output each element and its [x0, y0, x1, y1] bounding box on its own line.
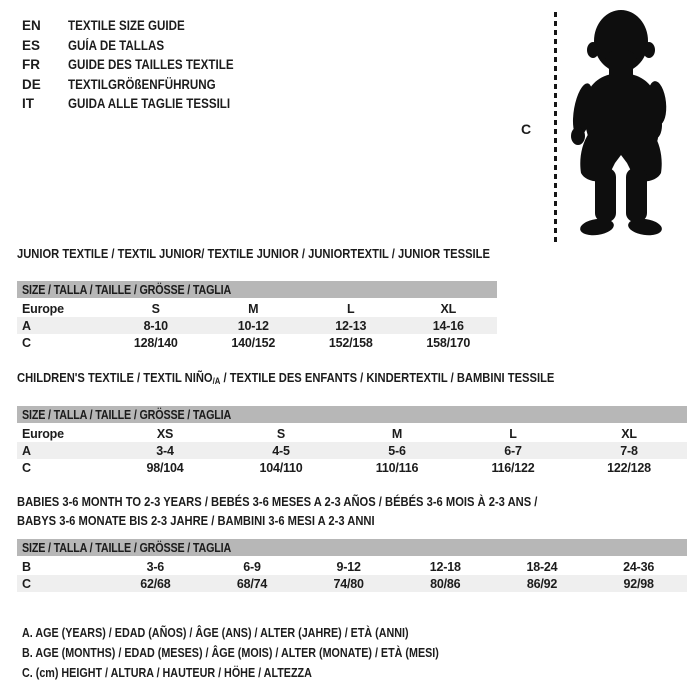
row-label-cell: C — [22, 460, 31, 475]
size-value-cell: M — [391, 426, 403, 441]
section-title: CHILDREN'S TEXTILE / TEXTIL NIÑO/A / TEXTILE DES ENFANTS / KINDERTEXTIL / BAMBINI TESSILE — [17, 370, 555, 386]
size-value-cell: 104/110 — [259, 460, 303, 475]
table-row — [17, 459, 687, 476]
size-value-cell: 152/158 — [328, 335, 373, 350]
language-row — [22, 36, 261, 56]
legend-line-a: A. AGE (YEARS) / EDAD (AÑOS) / ÂGE (ANS) / ALTER (JAHRE) / ETÀ (ANNI) — [22, 626, 409, 640]
row-label-cell: C — [17, 575, 107, 592]
junior-size-table — [17, 281, 497, 351]
size-value-cell: 10-12 — [205, 317, 303, 334]
language-row — [22, 75, 261, 95]
language-code: ES — [22, 37, 41, 53]
row-label-cell: A — [17, 442, 107, 459]
legend-line-b: B. AGE (MONTHS) / EDAD (MESES) / ÂGE (MOIS) / ALTER (MONATE) / ETÀ (MESI) — [22, 646, 439, 660]
size-value-cell: XL — [440, 301, 457, 316]
size-value-cell: 18-24 — [526, 559, 558, 574]
measure-legend — [22, 623, 507, 683]
size-value-cell: 3-4 — [107, 442, 223, 459]
row-label-cell: Europe — [22, 301, 64, 316]
size-value-cell: L — [347, 301, 355, 316]
babies-size-table — [17, 539, 687, 592]
table-row — [17, 334, 497, 351]
children-size-table — [17, 406, 687, 476]
size-value-cell: 92/98 — [590, 575, 687, 592]
row-label-cell: A — [17, 317, 107, 334]
section-title: JUNIOR TEXTILE / TEXTIL JUNIOR/ TEXTILE JUNIOR / JUNIORTEXTIL / JUNIOR TESSILE — [17, 246, 490, 261]
junior-size-section — [17, 246, 497, 351]
size-value-cell: 3-6 — [146, 559, 165, 574]
table-row — [17, 299, 497, 317]
size-value-cell: 14-16 — [400, 317, 498, 334]
size-value-cell: 116/122 — [491, 460, 535, 475]
size-header-cell: SIZE / TALLA / TAILLE / GRÖSSE / TAGLIA — [17, 406, 687, 424]
size-value-cell: 158/170 — [426, 335, 471, 350]
guide-title: GUIDE DES TAILLES TEXTILE — [68, 57, 234, 73]
size-value-cell: 140/152 — [231, 335, 276, 350]
size-value-cell: 122/128 — [607, 460, 651, 475]
size-value-cell: 9-12 — [336, 559, 361, 574]
size-value-cell: 98/104 — [146, 460, 184, 475]
table-row — [17, 557, 687, 575]
size-header-row — [17, 281, 497, 299]
size-header-cell: SIZE / TALLA / TAILLE / GRÖSSE / TAGLIA — [17, 281, 497, 299]
size-value-cell: M — [248, 301, 259, 316]
size-value-cell: 86/92 — [494, 575, 591, 592]
row-label-cell: B — [22, 559, 31, 574]
size-value-cell: S — [151, 301, 160, 316]
size-value-cell: 80/86 — [397, 575, 494, 592]
language-code: FR — [22, 57, 40, 73]
size-header-row — [17, 406, 687, 424]
size-header-row — [17, 539, 687, 557]
size-value-cell: 24-36 — [623, 559, 655, 574]
size-value-cell: 4-5 — [223, 442, 339, 459]
table-row — [17, 317, 497, 334]
size-value-cell: 62/68 — [107, 575, 204, 592]
language-code: IT — [22, 96, 34, 112]
size-value-cell: 7-8 — [571, 442, 687, 459]
size-value-cell: XL — [621, 426, 637, 441]
size-value-cell: L — [509, 426, 517, 441]
size-value-cell: 6-7 — [455, 442, 571, 459]
language-title-list — [22, 16, 261, 114]
language-code: EN — [22, 18, 41, 34]
legend-line-c: C. (cm) HEIGHT / ALTURA / HAUTEUR / HÖHE / ALTEZZA — [22, 666, 312, 680]
size-header-cell: SIZE / TALLA / TAILLE / GRÖSSE / TAGLIA — [17, 539, 687, 557]
size-value-cell: 5-6 — [339, 442, 455, 459]
size-value-cell: 12-13 — [302, 317, 400, 334]
children-size-section — [17, 370, 687, 476]
guide-title: GUÍA DE TALLAS — [68, 37, 165, 53]
size-value-cell: XS — [156, 426, 174, 441]
table-row — [17, 424, 687, 442]
subscript-text: /A — [212, 376, 221, 386]
section-title: BABIES 3-6 MONTH TO 2-3 YEARS / BEBÉS 3-6 MESES A 2-3 AÑOS / BÉBÉS 3-6 MOIS À 2-3 ANS / BABYS 3-6 MONATE BIS 2-3 JAHRE / BAMBINI 3-6 MESI A 2-3 ANNI — [17, 494, 538, 528]
table-row — [17, 442, 687, 459]
babies-size-section — [17, 492, 687, 592]
size-value-cell: 6-9 — [243, 559, 261, 574]
size-value-cell: 8-10 — [107, 317, 205, 334]
language-row — [22, 16, 261, 36]
size-value-cell: S — [276, 426, 286, 441]
guide-title: TEXTILGRÖßENFÜHRUNG — [68, 76, 216, 92]
language-row — [22, 94, 261, 114]
toddler-silhouette-icon — [559, 5, 681, 243]
language-row — [22, 55, 261, 75]
size-value-cell: 128/140 — [133, 335, 178, 350]
height-measure-label: C — [521, 121, 532, 137]
size-value-cell: 74/80 — [300, 575, 397, 592]
row-label-cell: Europe — [22, 426, 64, 441]
size-value-cell: 110/116 — [375, 460, 419, 475]
table-row — [17, 575, 687, 592]
size-value-cell: 12-18 — [429, 559, 461, 574]
row-label-cell: C — [22, 335, 31, 350]
language-code: DE — [22, 76, 41, 92]
height-dotted-line — [554, 12, 557, 242]
guide-title: TEXTILE SIZE GUIDE — [68, 18, 185, 34]
size-value-cell: 68/74 — [204, 575, 301, 592]
guide-title: GUIDA ALLE TAGLIE TESSILI — [68, 96, 231, 112]
